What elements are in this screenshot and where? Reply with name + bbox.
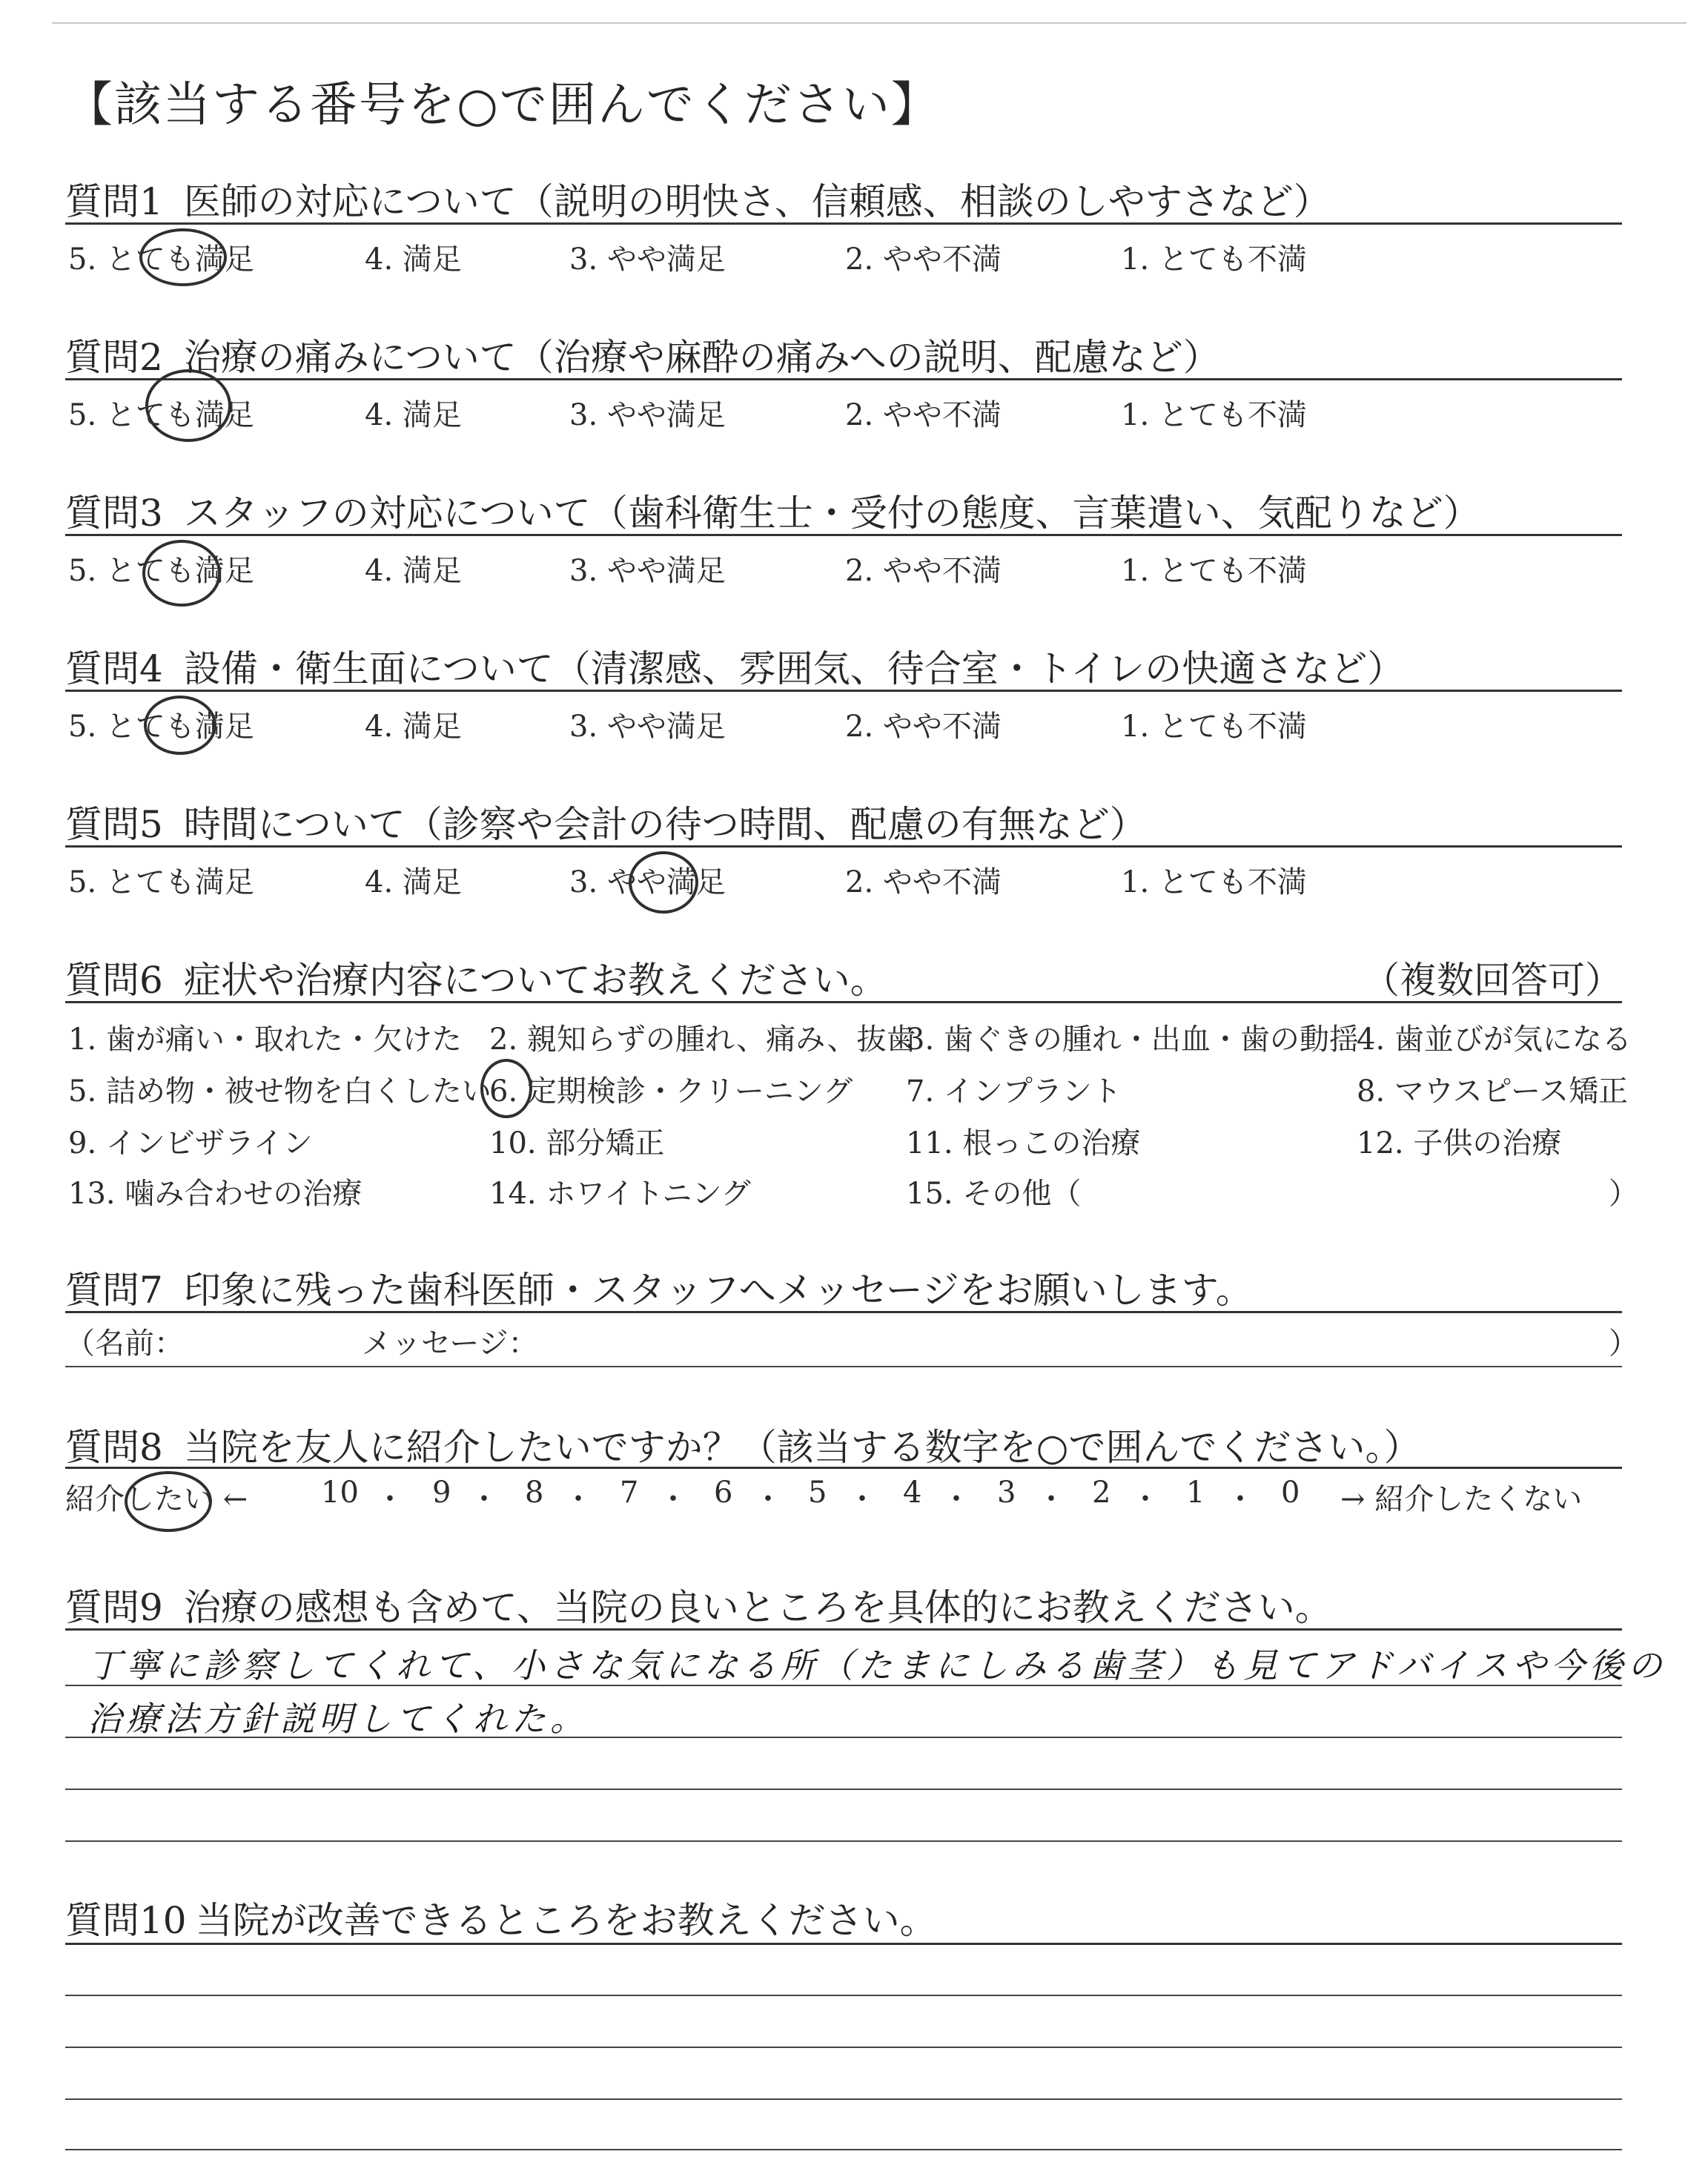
- question-text: 印象に残った歯科医師・スタッフへメッセージをお願いします。: [183, 1269, 1253, 1312]
- question-text: 治療の痛みについて（治療や麻酔の痛みへの説明、配慮など）: [183, 336, 1220, 379]
- question-2-title: [65, 328, 1220, 381]
- question-text: 治療の感想も含めて、当院の良いところを具体的にお教えください。: [183, 1586, 1332, 1629]
- q9-handwritten-answer-line-2: 治療法方針説明してくれた。: [87, 1699, 589, 1739]
- scale-9[interactable]: 9: [432, 1476, 451, 1510]
- scale-8[interactable]: 8: [525, 1476, 544, 1510]
- scale-5[interactable]: 5: [808, 1476, 827, 1510]
- question-text: 時間について（診察や会計の待つ時間、配慮の有無など）: [183, 803, 1147, 846]
- q6-other-close-paren: ）: [1609, 1177, 1638, 1211]
- question-text: 症状や治療内容についてお教えください。: [183, 959, 887, 1002]
- question-number: 質問1: [65, 180, 163, 223]
- q6-item-9[interactable]: 9. インビザライン: [68, 1126, 313, 1160]
- question-number: 質問4: [65, 647, 163, 690]
- scale-dot: ・: [941, 1482, 971, 1516]
- scale-4[interactable]: 4: [903, 1476, 922, 1510]
- question-9-rule: [65, 1628, 1622, 1631]
- q2-option-2[interactable]: 2. やや不満: [845, 398, 1002, 432]
- q6-item-14[interactable]: 14. ホワイトニング: [489, 1177, 751, 1211]
- q8-selection-circle: [125, 1471, 212, 1532]
- q4-option-3[interactable]: 3. やや満足: [569, 710, 726, 744]
- q6-item-3[interactable]: 3. 歯ぐきの腫れ・出血・歯の動揺: [906, 1023, 1359, 1057]
- question-9-title: [65, 1578, 1332, 1631]
- recommend-label[interactable]: 紹介したい ←: [65, 1482, 248, 1516]
- question-8-rule: [65, 1467, 1622, 1469]
- q6-item-15[interactable]: 15. その他（: [906, 1177, 1082, 1211]
- q6-item-11[interactable]: 11. 根っこの治療: [906, 1126, 1141, 1160]
- question-3-rule: [65, 534, 1622, 536]
- q6-item-2[interactable]: 2. 親知らずの腫れ、痛み、抜歯: [489, 1023, 916, 1057]
- form-header: 【該当する番号を○で囲んでください】: [65, 78, 940, 133]
- scale-dot: ・: [1131, 1482, 1160, 1516]
- scale-dot: ・: [563, 1482, 593, 1516]
- q4-selection-circle: [144, 696, 216, 755]
- question-text: 当院を友人に紹介したいですか？（該当する数字を○で囲んでください。）: [183, 1426, 1421, 1469]
- question-number: 質問9: [65, 1586, 163, 1629]
- q1-option-3[interactable]: 3. やや満足: [569, 242, 726, 277]
- q5-option-4[interactable]: 4. 満足: [365, 865, 462, 899]
- q4-option-1[interactable]: 1. とても不満: [1121, 710, 1307, 744]
- question-number: 質問3: [65, 492, 163, 535]
- scale-3[interactable]: 3: [997, 1476, 1016, 1510]
- q6-selection-circle: [480, 1059, 532, 1118]
- q6-item-10[interactable]: 10. 部分矯正: [489, 1126, 665, 1160]
- question-5-title: [65, 795, 1147, 848]
- q9-answer-line-3: [65, 1789, 1622, 1790]
- q2-selection-circle: [145, 369, 231, 442]
- question-text: 設備・衛生面について（清潔感、雰囲気、待合室・トイレの快適さなど）: [183, 647, 1405, 690]
- q6-item-6[interactable]: 6. 定期検診・クリーニング: [489, 1074, 853, 1109]
- q10-answer-line-1: [65, 1995, 1622, 1996]
- scale-6[interactable]: 6: [714, 1476, 733, 1510]
- q3-option-5[interactable]: 5. とても満足: [68, 554, 254, 588]
- q9-handwritten-answer-line-1: 丁寧に診察してくれて、小さな気になる所（たまにしみる歯茎）も見てアドバイスや今後の: [87, 1645, 1666, 1685]
- q1-option-1[interactable]: 1. とても不満: [1121, 242, 1307, 277]
- question-6-title: [65, 951, 887, 1004]
- scale-7[interactable]: 7: [620, 1476, 639, 1510]
- scale-dot: ・: [847, 1482, 877, 1516]
- q1-option-2[interactable]: 2. やや不満: [845, 242, 1002, 277]
- scale-dot: ・: [753, 1482, 783, 1516]
- q10-answer-line-4: [65, 2149, 1622, 2150]
- scale-0[interactable]: 0: [1281, 1476, 1300, 1510]
- q7-field-line: [65, 1366, 1622, 1367]
- q6-item-13[interactable]: 13. 噛み合わせの治療: [68, 1177, 363, 1211]
- q2-option-5[interactable]: 5. とても満足: [68, 398, 254, 432]
- question-number: 質問6: [65, 959, 163, 1002]
- scale-dot: ・: [658, 1482, 688, 1516]
- q2-option-4[interactable]: 4. 満足: [365, 398, 462, 432]
- q9-answer-line-2: [65, 1737, 1622, 1738]
- q4-option-5[interactable]: 5. とても満足: [68, 710, 254, 744]
- question-1-rule: [65, 222, 1622, 225]
- question-7-title: [65, 1261, 1253, 1314]
- q9-answer-line-4: [65, 1840, 1622, 1842]
- q7-close-paren: ）: [1609, 1327, 1638, 1361]
- question-4-rule: [65, 690, 1622, 692]
- message-label: メッセージ：: [362, 1327, 538, 1361]
- q1-option-5[interactable]: 5. とても満足: [68, 242, 254, 277]
- q2-option-1[interactable]: 1. とても不満: [1121, 398, 1307, 432]
- scale-10[interactable]: 10: [321, 1476, 359, 1510]
- q3-option-1[interactable]: 1. とても不満: [1121, 554, 1307, 588]
- question-4-title: [65, 639, 1404, 693]
- q5-selection-circle: [629, 851, 698, 914]
- q5-option-1[interactable]: 1. とても不満: [1121, 865, 1307, 899]
- q5-option-5[interactable]: 5. とても満足: [68, 865, 254, 899]
- question-number: 質問10: [65, 1899, 187, 1942]
- q6-item-1[interactable]: 1. 歯が痛い・取れた・欠けた: [68, 1023, 462, 1057]
- question-2-rule: [65, 378, 1622, 380]
- scale-dot: ・: [1036, 1482, 1066, 1516]
- question-1-title: [65, 172, 1331, 225]
- q5-option-3[interactable]: 3. やや満足: [569, 865, 726, 899]
- question-5-rule: [65, 845, 1622, 848]
- q6-item-8[interactable]: 8. マウスピース矯正: [1357, 1074, 1629, 1109]
- question-8-title: [65, 1418, 1420, 1471]
- q3-selection-circle: [142, 540, 221, 607]
- question-number: 質問2: [65, 336, 163, 379]
- q3-option-4[interactable]: 4. 満足: [365, 554, 462, 588]
- question-3-title: [65, 483, 1480, 537]
- multiple-answers-note: （複数回答可）: [1363, 959, 1622, 1002]
- question-10-rule: [65, 1943, 1622, 1945]
- question-text: 医師の対応について（説明の明快さ、信頼感、相談のしやすさなど）: [183, 180, 1331, 223]
- not-recommend-label[interactable]: → 紹介したくない: [1340, 1482, 1583, 1516]
- q6-item-5[interactable]: 5. 詰め物・被せ物を白くしたい: [68, 1074, 491, 1109]
- q6-item-12[interactable]: 12. 子供の治療: [1357, 1126, 1562, 1160]
- page-top-border: [52, 22, 1687, 24]
- scale-dot: ・: [375, 1482, 405, 1516]
- q1-option-4[interactable]: 4. 満足: [365, 242, 462, 277]
- name-label: （名前：: [65, 1327, 184, 1361]
- question-number: 質問7: [65, 1269, 163, 1312]
- q4-option-4[interactable]: 4. 満足: [365, 710, 462, 744]
- scale-dot: ・: [1225, 1482, 1255, 1516]
- question-number: 質問8: [65, 1426, 163, 1469]
- q4-option-2[interactable]: 2. やや不満: [845, 710, 1002, 744]
- scale-1[interactable]: 1: [1186, 1476, 1205, 1510]
- q6-item-7[interactable]: 7. インプラント: [906, 1074, 1122, 1109]
- question-10-title: [65, 1891, 937, 1944]
- q5-option-2[interactable]: 2. やや不満: [845, 865, 1002, 899]
- scale-dot: ・: [469, 1482, 499, 1516]
- question-7-rule: [65, 1311, 1622, 1313]
- q2-option-3[interactable]: 3. やや満足: [569, 398, 726, 432]
- q10-answer-line-2: [65, 2047, 1622, 2048]
- q10-answer-line-3: [65, 2098, 1622, 2100]
- question-6-rule: [65, 1001, 1622, 1003]
- q9-answer-line-1: [65, 1685, 1622, 1686]
- question-number: 質問5: [65, 803, 163, 846]
- q6-item-4[interactable]: 4. 歯並びが気になる: [1357, 1023, 1632, 1057]
- scale-2[interactable]: 2: [1092, 1476, 1111, 1510]
- question-text: スタッフの対応について（歯科衛生士・受付の態度、言葉遣い、気配りなど）: [183, 492, 1480, 535]
- q1-selection-circle: [139, 228, 227, 286]
- question-text: 当院が改善できるところをお教えください。: [195, 1899, 937, 1942]
- q3-option-3[interactable]: 3. やや満足: [569, 554, 726, 588]
- q3-option-2[interactable]: 2. やや不満: [845, 554, 1002, 588]
